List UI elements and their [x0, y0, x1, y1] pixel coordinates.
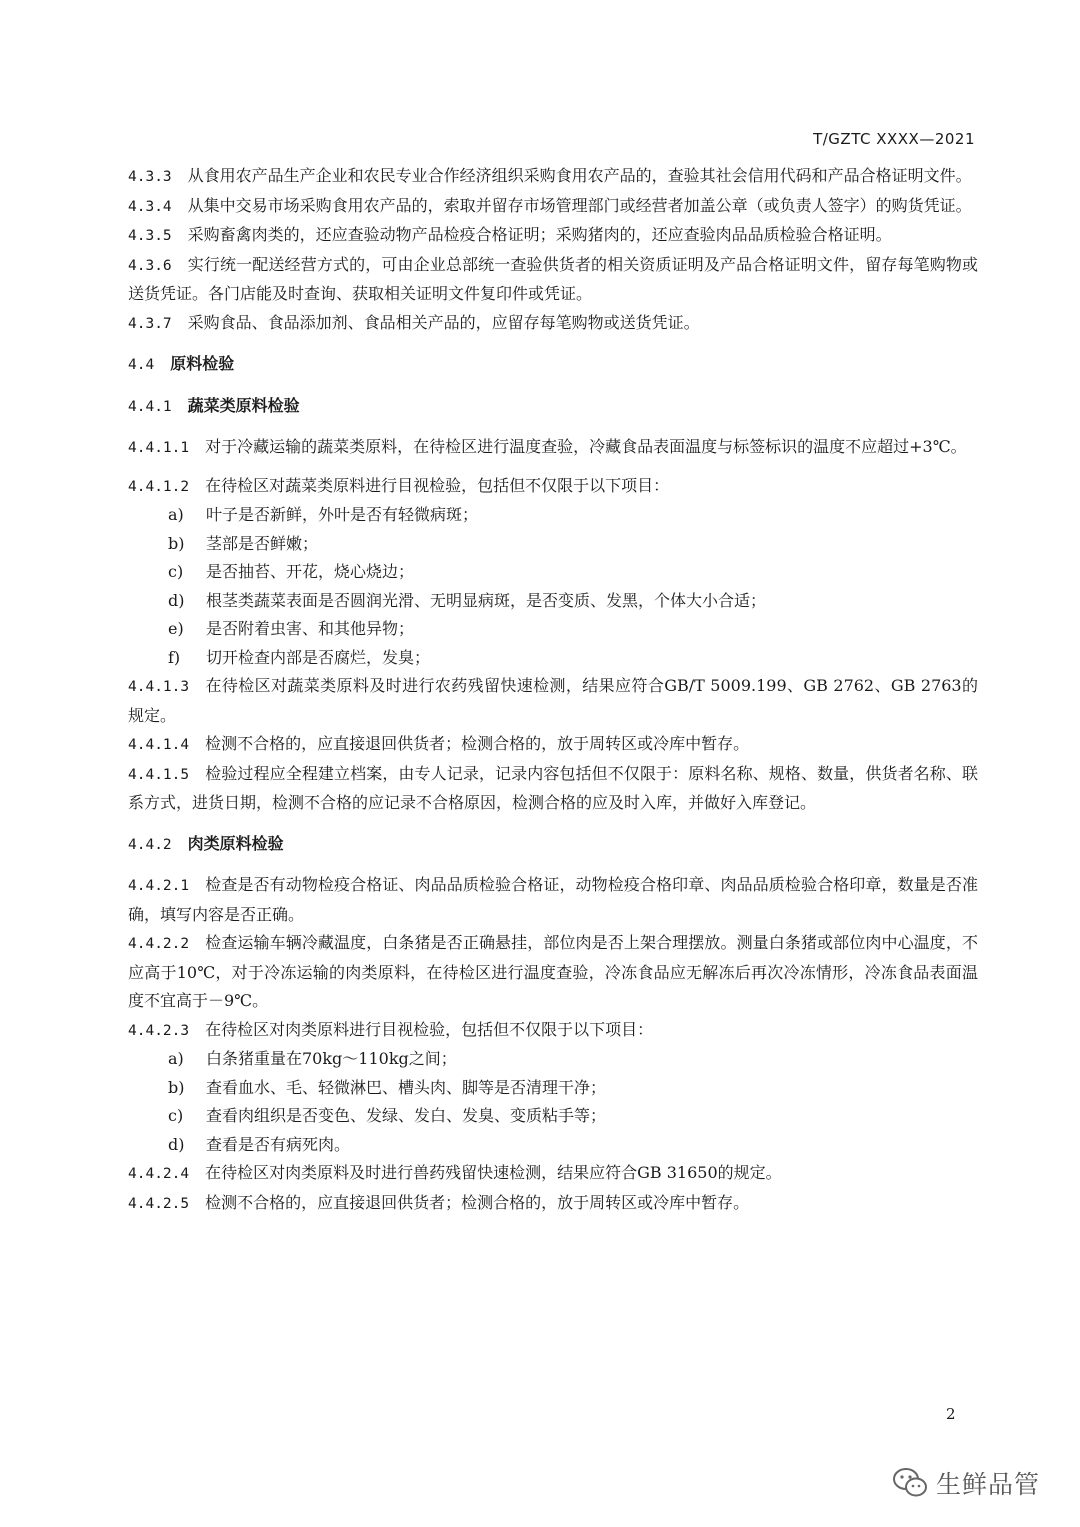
list-text: 是否附着虫害、和其他异物；	[206, 619, 415, 638]
wechat-icon	[892, 1467, 928, 1499]
clause-number: 4.3.5	[128, 228, 172, 244]
list-item	[168, 615, 978, 644]
clause-4-3-3	[128, 162, 978, 192]
clause-text: 在待检区对蔬菜类原料及时进行农药残留快速检测，结果应符合GB/T 5009.199、GB 2762、GB 2763的规定。	[128, 676, 978, 725]
list-item	[168, 501, 978, 530]
clause-4-4-2-5	[128, 1189, 978, 1219]
list-item	[168, 558, 978, 587]
clause-4-3-5	[128, 221, 978, 251]
list-item	[168, 1102, 978, 1131]
watermark	[892, 1465, 1040, 1501]
section-number: 4.4.1	[128, 398, 172, 415]
clause-number: 4.4.2.5	[128, 1195, 190, 1212]
list-item	[168, 587, 978, 616]
list-text: 是否抽苔、开花，烧心烧边；	[206, 562, 415, 581]
list-text: 茎部是否鲜嫩；	[206, 533, 319, 553]
list-text: 白条猪重量在70kg～110kg之间；	[206, 1049, 457, 1068]
clause-number: 4.4.1.2	[128, 478, 190, 495]
list-label: d)	[168, 590, 185, 610]
clause-number: 4.4.1.1	[128, 440, 190, 456]
clause-number: 4.4.1.4	[128, 737, 190, 753]
clause-4-4-1-5	[128, 760, 978, 818]
clause-4-4-2-3	[128, 1016, 978, 1046]
clause-text: 检验过程应全程建立档案，由专人记录，记录内容包括但不仅限于：原料名称、规格、数量，供货者名称、联系方式，进货日期，检测不合格的应记录不合格原因，检测合格的应及时入库，并做好入库登记。	[128, 763, 978, 812]
list-label: a)	[168, 505, 184, 524]
clause-text: 对于冷藏运输的蔬菜类原料，在待检区进行温度查验，冷藏食品表面温度与标签标识的温度不应超过+3℃。	[205, 437, 967, 456]
list-item	[168, 530, 978, 559]
section-4-4-heading	[128, 350, 978, 380]
clause-4-3-4	[128, 192, 978, 222]
clause-text: 检测不合格的，应直接退回供货者；检测合格的，放于周转区或冷库中暂存。	[205, 1192, 750, 1212]
list-text: 查看血水、毛、轻微淋巴、槽头肉、脚等是否清理干净；	[206, 1077, 607, 1097]
clause-4-4-1-1	[128, 433, 978, 463]
list-item	[168, 1131, 978, 1160]
list-item	[168, 1074, 978, 1103]
list-text: 查看肉组织是否变色、发绿、发白、发臭、变质粘手等；	[206, 1106, 607, 1125]
clause-number: 4.4.2.2	[128, 936, 190, 952]
list-text: 查看是否有病死肉。	[206, 1134, 351, 1154]
document-body	[128, 162, 978, 1218]
clause-number: 4.3.6	[128, 257, 172, 274]
clause-4-4-1-3	[128, 672, 978, 730]
list-item	[168, 644, 978, 673]
section-title: 蔬菜类原料检验	[187, 395, 300, 415]
clause-4-3-6	[128, 251, 978, 309]
clause-number: 4.3.4	[128, 198, 172, 215]
clause-number: 4.4.1.3	[128, 679, 190, 695]
clause-4-4-1-2	[128, 472, 978, 502]
watermark-text: 生鲜品管	[936, 1470, 1041, 1499]
clause-text: 在待检区对蔬菜类原料进行目视检验，包括但不仅限于以下项目：	[205, 475, 670, 495]
clause-text: 采购食品、食品添加剂、食品相关产品的，应留存每笔购物或送货凭证。	[187, 312, 700, 332]
page-number: 2	[946, 1405, 956, 1423]
clause-4-4-1-4	[128, 730, 978, 760]
section-number: 4.4	[128, 357, 155, 373]
section-title: 原料检验	[170, 354, 235, 373]
clause-text: 实行统一配送经营方式的，可由企业总部统一查验供货者的相关资质证明及产品合格证明文件，留存每笔购物或送货凭证。各门店能及时查询、获取相关证明文件复印件或凭证。	[128, 254, 978, 303]
clause-4-4-2-2	[128, 929, 978, 1016]
clause-text: 检查运输车辆冷藏温度，白条猪是否正确悬挂，部位肉是否上架合理摆放。测量白条猪或部位肉中心温度，不应高于10℃，对于冷冻运输的肉类原料，在待检区进行温度查验，冷冻食品应无解冻后再次冷冻情形，冷冻食品表面温度不宜高于－9℃。	[128, 933, 978, 1010]
clause-text: 从食用农产品生产企业和农民专业合作经济组织采购食用农产品的，查验其社会信用代码和产品合格证明文件。	[187, 166, 972, 185]
clause-text: 检查是否有动物检疫合格证、肉品品质检验合格证，动物检疫合格印章、肉品品质检验合格印章，数量是否准确，填写内容是否正确。	[128, 875, 978, 924]
clause-4-4-2-4	[128, 1159, 978, 1189]
clause-text: 检测不合格的，应直接退回供货者；检测合格的，放于周转区或冷库中暂存。	[205, 734, 750, 753]
clause-4-3-7	[128, 309, 978, 339]
list-label: a)	[168, 1049, 184, 1068]
list-label: c)	[168, 562, 184, 581]
clause-4-4-2-1	[128, 871, 978, 929]
list-text: 叶子是否新鲜，外叶是否有轻微病斑；	[206, 505, 479, 524]
clause-number: 4.4.1.5	[128, 766, 190, 783]
clause-number: 4.3.7	[128, 315, 172, 332]
doc-code-header: T/GZTC XXXX—2021	[813, 130, 975, 148]
clause-number: 4.4.2.1	[128, 878, 190, 894]
list-label: b)	[168, 1077, 185, 1097]
clause-text: 在待检区对肉类原料及时进行兽药残留快速检测，结果应符合GB 31650的规定。	[205, 1163, 782, 1182]
list-label: d)	[168, 1134, 185, 1154]
clause-text: 从集中交易市场采购食用农产品的，索取并留存市场管理部门或经营者加盖公章（或负责人签字）的购货凭证。	[187, 195, 972, 215]
list-text: 切开检查内部是否腐烂，发臭；	[206, 647, 431, 667]
section-title: 肉类原料检验	[187, 833, 284, 853]
list-label: e)	[168, 619, 184, 638]
clause-number: 4.4.2.4	[128, 1166, 190, 1182]
section-4-4-2-heading	[128, 830, 978, 860]
clause-number: 4.3.3	[128, 169, 172, 185]
list-label: f)	[168, 647, 181, 667]
list-text: 根茎类蔬菜表面是否圆润光滑、无明显病斑，是否变质、发黑，个体大小合适；	[206, 590, 767, 610]
list-label: c)	[168, 1106, 184, 1125]
section-4-4-1-heading	[128, 392, 978, 422]
list-label: b)	[168, 533, 185, 553]
clause-text: 在待检区对肉类原料进行目视检验，包括但不仅限于以下项目：	[205, 1019, 654, 1039]
clause-text: 采购畜禽肉类的，还应查验动物产品检疫合格证明；采购猪肉的，还应查验肉品品质检验合格证明。	[187, 225, 892, 244]
section-number: 4.4.2	[128, 836, 172, 853]
clause-number: 4.4.2.3	[128, 1022, 190, 1039]
list-item	[168, 1045, 978, 1074]
